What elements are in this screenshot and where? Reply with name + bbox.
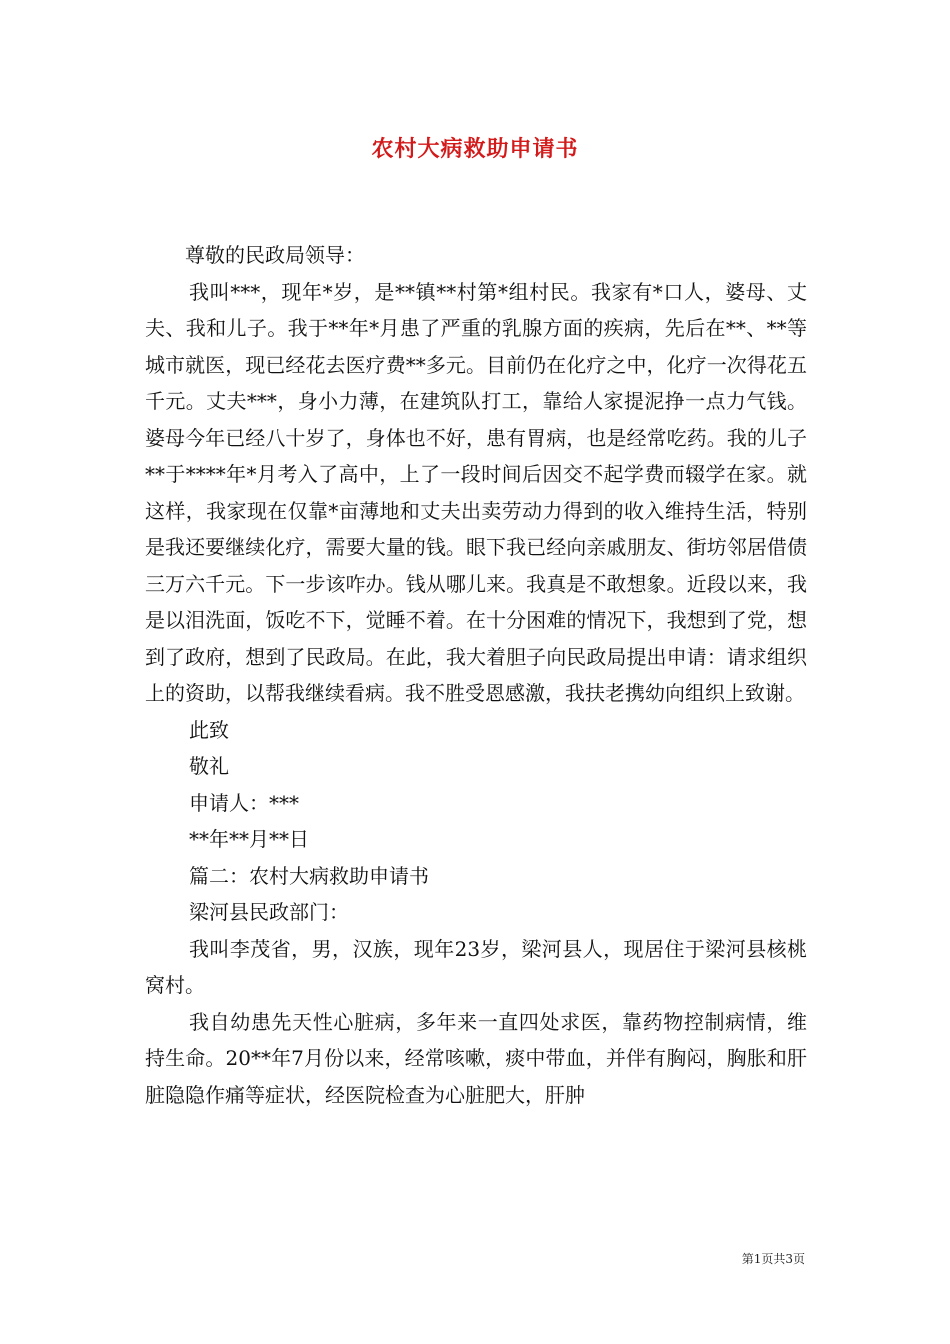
closing-ci-zhi: 此致 xyxy=(189,717,229,742)
closing-jing-li: 敬礼 xyxy=(189,754,229,778)
paragraph-1: 我叫***，现年*岁，是**镇**村第*组村民。我家有*口人，婆母、丈夫、我和儿子。我于**年*月患了严重的乳腺方面的疾病，先后在**、**等城市就医，现已经花去医疗费**多元。目前仍在化疗之中，化疗一次得花五千元。丈夫***，身小力薄，在建筑队打工，靠给人家提泥挣一点力气钱。婆母今年已经八十岁了，身体也不好，患有胃病，也是经常吃药。我的儿子**于****年*月考入了高中，上了一段时间后因交不起学费而辍学在家。就这样，我家现在仅靠*亩薄地和丈夫出卖劳动力得到的收入维持生活，特别是我还要继续化疗，需要大量的钱。眼下我已经向亲戚朋友、街坊邻居借债三万六千元。下一步该咋办。钱从哪儿来。我真是不敢想象。近段以来，我是以泪洗面，饭吃不下，觉睡不着。在十分困难的情况下，我想到了党，想到了政府，想到了民政局。在此，我大着胆子向民政局提出申请：请求组织上的资助，以帮我继续看病。我不胜受恩感激，我扶老携幼向组织上致谢。 xyxy=(145,279,807,705)
section-2-paragraph-1: 我叫李茂省，男，汉族，现年23岁，梁河县人，现居住于梁河县核桃窝村。 xyxy=(145,936,807,997)
salutation: 尊敬的民政局领导： xyxy=(185,243,365,267)
section-2-salutation: 梁河县民政部门： xyxy=(189,900,349,924)
section-2-title: 篇二：农村大病救助申请书 xyxy=(189,863,429,888)
section-2-paragraph-2: 我自幼患先天性心脏病，多年来一直四处求医，靠药物控制病情，维持生命。20**年7月份以来，经常咳嗽，痰中带血，并伴有胸闷，胸胀和肝脏隐隐作痛等症状，经医院检查为心脏肥大，肝肿 xyxy=(145,1009,807,1107)
document-title: 农村大病救助申请书 xyxy=(371,136,579,162)
date-line: **年**月**日 xyxy=(189,827,309,851)
document-body xyxy=(145,237,807,1113)
page-number: 第1页共3页 xyxy=(741,1252,805,1266)
applicant-line: 申请人：*** xyxy=(189,790,299,815)
